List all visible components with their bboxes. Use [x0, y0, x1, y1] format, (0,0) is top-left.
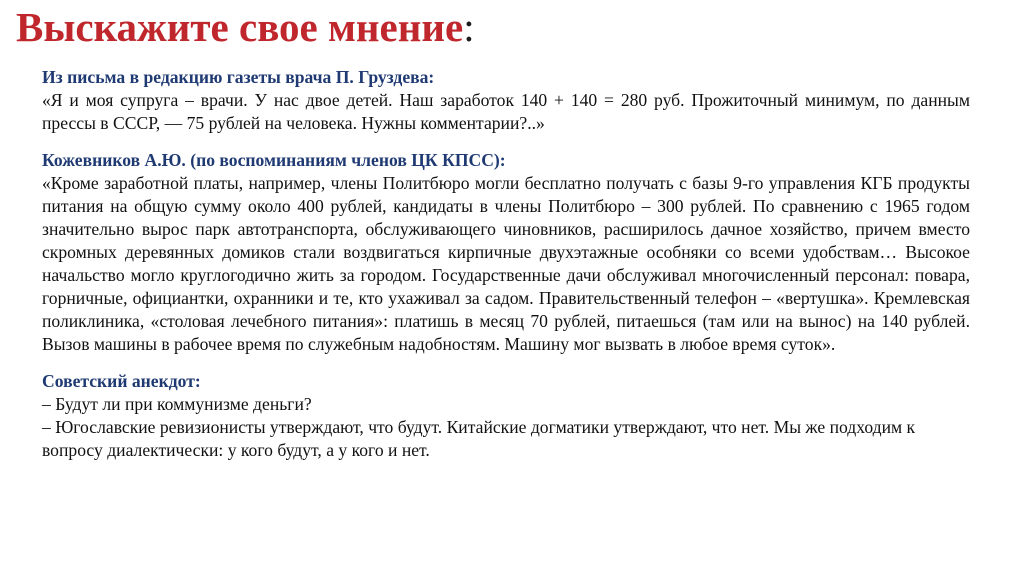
slide-content	[42, 66, 970, 462]
slide-title-text: Выскажите свое мнение	[16, 4, 464, 50]
anecdote-block	[42, 370, 970, 462]
letter-block	[42, 66, 970, 135]
memoir-heading: Кожевников А.Ю. (по воспоминаниям членов ЦК КПСС):	[42, 150, 506, 170]
memoir-quote: «Кроме заработной платы, например, члены Политбюро могли бесплатно получать с базы 9-го управления КГБ продукты питания на общую сумму около 400 рублей, кандидаты в члены Политбюро – 300 рублей. По сравнению с 1965 годом значительно вырос парк автотранспорта, обслуживающего чиновников, расширилось дачное хозяйство, причем вместо скромных деревянных домиков стали воздвигаться кирпичные двухэтажные особняки со всеми удобствам… Высокое начальство могло круглогодично жить за городом. Государственные дачи обслуживал многочисленный персонал: повара, горничные, официантки, охранники и те, кто ухаживал за садом. Правительственный телефон – «вертушка». Кремлевская поликлиника, «столовая лечебного питания»: платишь в месяц 70 рублей, питаешься (там или на вынос) на 140 рублей. Вызов машины в рабочее время по служебным надобностям. Машину мог вызвать в любое время суток».	[42, 173, 970, 354]
memoir-block	[42, 149, 970, 356]
letter-heading: Из письма в редакцию газеты врача П. Груздева:	[42, 67, 435, 87]
slide-title	[16, 3, 475, 51]
letter-quote: «Я и моя супруга – врачи. У нас двое детей. Наш заработок 140 + 140 = 280 руб. Прожиточный минимум, по данным прессы в СССР, — 75 рублей на человека. Нужны комментарии?..»	[42, 90, 970, 133]
slide-title-colon: :	[463, 4, 475, 50]
anecdote-answer: – Югославские ревизионисты утверждают, что будут. Китайские догматики утверждают, что нет. Мы же подходим к вопросу диалектически: у кого будут, а у кого и нет.	[42, 417, 916, 460]
anecdote-heading: Советский анекдот:	[42, 371, 201, 391]
anecdote-question: – Будут ли при коммунизме деньги?	[42, 394, 312, 414]
